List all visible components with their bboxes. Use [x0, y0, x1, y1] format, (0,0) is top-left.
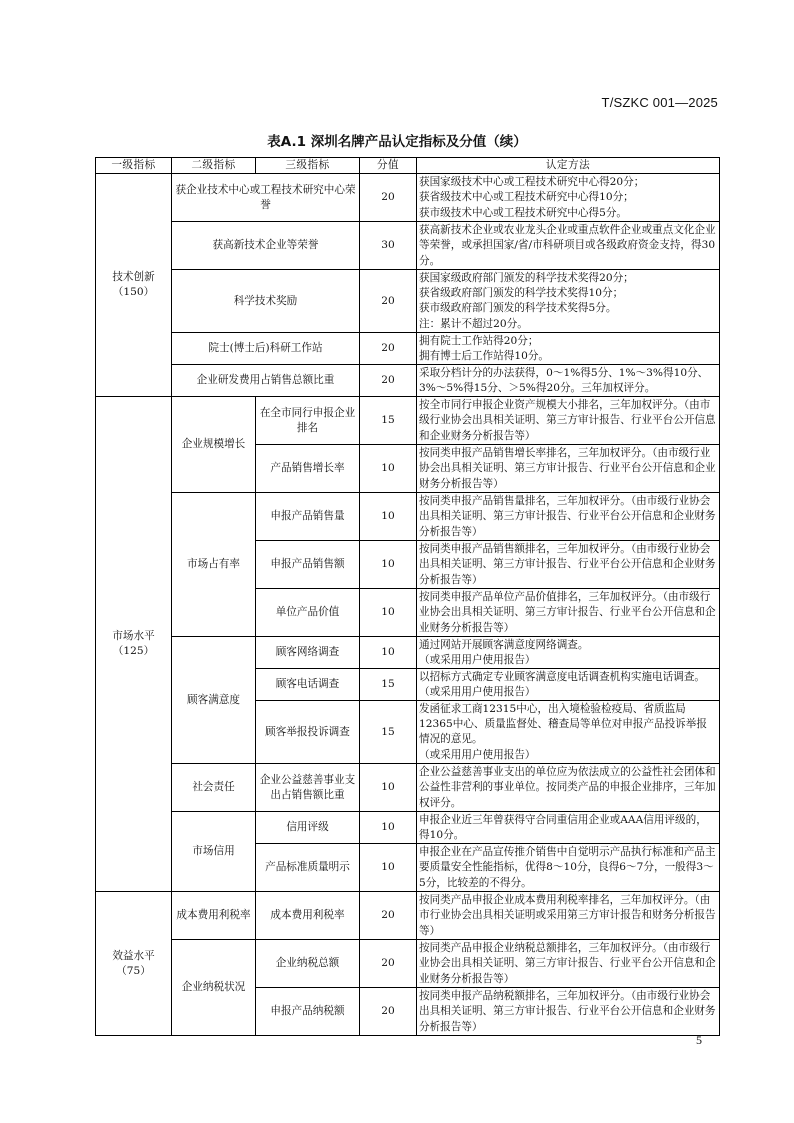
level3-cell: 申报产品销售额 — [256, 541, 360, 589]
level2-cell: 科学技术奖励 — [172, 270, 360, 333]
method-cell: 按同类申报产品纳税额排名，三年加权评分。（由市级行业协会出具相关证明、第三方审计报告、行业平台公开信息和企业财务分析报告等） — [417, 988, 720, 1036]
score-cell: 10 — [360, 764, 417, 812]
header-score: 分值 — [360, 158, 417, 174]
method-cell: 申报企业近三年曾获得守合同重信用企业或AAA信用评级的，得10分。 — [417, 812, 720, 844]
method-cell: 按同类申报产品销售量排名，三年加权评分。（由市级行业协会出具相关证明、第三方审计报告、行业平台公开信息和企业财务分析报告等） — [417, 493, 720, 541]
level1-cell: 效益水平 （75） — [96, 892, 172, 1036]
table-row — [96, 764, 720, 812]
document-code: T/SZKC 001—2025 — [601, 95, 718, 110]
method-cell: 按同类产品申报企业纳税总额排名，三年加权评分。（由市级行业协会出具相关证明、第三方审计报告、行业平台公开信息和企业财务分析报告等） — [417, 940, 720, 988]
table-row — [96, 493, 720, 541]
score-cell: 10 — [360, 637, 417, 669]
method-cell: 按全市同行申报企业资产规模大小排名，三年加权评分。（由市级行业协会出具相关证明、第三方审计报告、行业平台公开信息和企业财务分析报告等） — [417, 397, 720, 445]
level2-cell: 企业纳税状况 — [172, 940, 256, 1036]
score-cell: 20 — [360, 174, 417, 222]
score-cell: 20 — [360, 988, 417, 1036]
score-cell: 10 — [360, 493, 417, 541]
page-number: 5 — [696, 1033, 702, 1047]
method-cell: 企业公益慈善事业支出的单位应为依法成立的公益性社会团体和公益性非营利的事业单位。按同类产品的申报企业排序，三年加权评分。 — [417, 764, 720, 812]
method-cell: 申报企业在产品宣传推介销售中自觉明示产品执行标准和产品主要质量安全性能指标，优得8～10分，良得6～7分，一般得3～5分，比较差的不得分。 — [417, 844, 720, 892]
method-cell: 获高新技术企业或农业龙头企业或重点软件企业或重点文化企业等荣誉，或承担国家/省/市科研项目或各级政府资金支持，得30分。 — [417, 222, 720, 270]
table-row — [96, 397, 720, 445]
header-level2: 二级指标 — [172, 158, 256, 174]
method-cell: 以招标方式确定专业顾客满意度电话调查机构实施电话调查。（或采用用户使用报告） — [417, 669, 720, 701]
header-level3: 三级指标 — [256, 158, 360, 174]
indicator-table — [95, 157, 720, 1036]
score-cell: 30 — [360, 222, 417, 270]
level2-cell: 企业研发费用占销售总额比重 — [172, 365, 360, 397]
table-row — [96, 940, 720, 988]
method-cell: 拥有院士工作站得20分； 拥有博士后工作站得10分。 — [417, 333, 720, 365]
table-row — [96, 333, 720, 365]
level2-cell: 院士(博士后)科研工作站 — [172, 333, 360, 365]
level2-cell: 市场信用 — [172, 812, 256, 892]
header-method: 认定方法 — [417, 158, 720, 174]
method-cell: 采取分档计分的办法获得，0～1%得5分、1%～3%得10分、3%～5%得15分、＞5%得20分。三年加权评分。 — [417, 365, 720, 397]
score-cell: 20 — [360, 940, 417, 988]
table-row — [96, 270, 720, 333]
level2-cell: 社会责任 — [172, 764, 256, 812]
level3-cell: 申报产品销售量 — [256, 493, 360, 541]
score-cell: 10 — [360, 445, 417, 493]
level2-cell: 获高新技术企业等荣誉 — [172, 222, 360, 270]
score-cell: 10 — [360, 844, 417, 892]
score-cell: 15 — [360, 701, 417, 764]
method-cell: 发函征求工商12315中心，出入境检验检疫局、省质监局12365中心、质量监督处、稽查局等单位对申报产品投诉举报情况的意见。 （或采用用户使用报告） — [417, 701, 720, 764]
table-row — [96, 174, 720, 222]
table-header-row — [96, 158, 720, 174]
table-caption: 表A.1 深圳名牌产品认定指标及分值（续） — [267, 134, 527, 150]
level3-cell: 单位产品价值 — [256, 589, 360, 637]
level3-cell: 顾客电话调查 — [256, 669, 360, 701]
level3-cell: 顾客网络调查 — [256, 637, 360, 669]
level1-cell: 市场水平 （125） — [96, 397, 172, 892]
level3-cell: 企业纳税总额 — [256, 940, 360, 988]
method-cell: 按同类申报产品单位产品价值排名，三年加权评分。（由市级行业协会出具相关证明、第三方审计报告、行业平台公开信息和企业财务分析报告等） — [417, 589, 720, 637]
table-row — [96, 892, 720, 940]
score-cell: 20 — [360, 365, 417, 397]
level3-cell: 产品销售增长率 — [256, 445, 360, 493]
level1-cell: 技术创新 （150） — [96, 174, 172, 397]
table-row — [96, 812, 720, 844]
method-cell: 按同类产品申报企业成本费用利税率排名，三年加权评分。（由市行业协会出具相关证明或采用第三方审计报告和财务分析报告等） — [417, 892, 720, 940]
table-row — [96, 222, 720, 270]
level3-cell: 企业公益慈善事业支出占销售额比重 — [256, 764, 360, 812]
score-cell: 20 — [360, 892, 417, 940]
method-cell: 通过网站开展顾客满意度网络调查。 （或采用用户使用报告） — [417, 637, 720, 669]
score-cell: 10 — [360, 812, 417, 844]
method-cell: 获国家级技术中心或工程技术研究中心得20分； 获省级技术中心或工程技术研究中心得10分； 获市级技术中心或工程技术研究中心得5分。 — [417, 174, 720, 222]
score-cell: 10 — [360, 589, 417, 637]
level2-cell: 获企业技术中心或工程技术研究中心荣誉 — [172, 174, 360, 222]
header-level1: 一级指标 — [96, 158, 172, 174]
method-cell: 获国家级政府部门颁发的科学技术奖得20分； 获省级政府部门颁发的科学技术奖得10分； 获市级政府部门颁发的科学技术奖得5分。 注：累计不超过20分。 — [417, 270, 720, 333]
table-row — [96, 637, 720, 669]
score-cell: 15 — [360, 397, 417, 445]
table-row — [96, 365, 720, 397]
level3-cell: 申报产品纳税额 — [256, 988, 360, 1036]
level2-cell: 市场占有率 — [172, 493, 256, 637]
level3-cell: 顾客举报投诉调查 — [256, 701, 360, 764]
level3-cell: 信用评级 — [256, 812, 360, 844]
score-cell: 15 — [360, 669, 417, 701]
level2-cell: 顾客满意度 — [172, 637, 256, 764]
level3-cell: 在全市同行申报企业排名 — [256, 397, 360, 445]
level3-cell: 产品标准质量明示 — [256, 844, 360, 892]
level3-cell: 成本费用利税率 — [256, 892, 360, 940]
method-cell: 按同类申报产品销售额排名，三年加权评分。（由市级行业协会出具相关证明、第三方审计报告、行业平台公开信息和企业财务分析报告等） — [417, 541, 720, 589]
score-cell: 20 — [360, 333, 417, 365]
score-cell: 20 — [360, 270, 417, 333]
score-cell: 10 — [360, 541, 417, 589]
level2-cell: 企业规模增长 — [172, 397, 256, 493]
method-cell: 按同类申报产品销售增长率排名，三年加权评分。（由市级行业协会出具相关证明、第三方审计报告、行业平台公开信息和企业财务分析报告等） — [417, 445, 720, 493]
level2-cell: 成本费用利税率 — [172, 892, 256, 940]
